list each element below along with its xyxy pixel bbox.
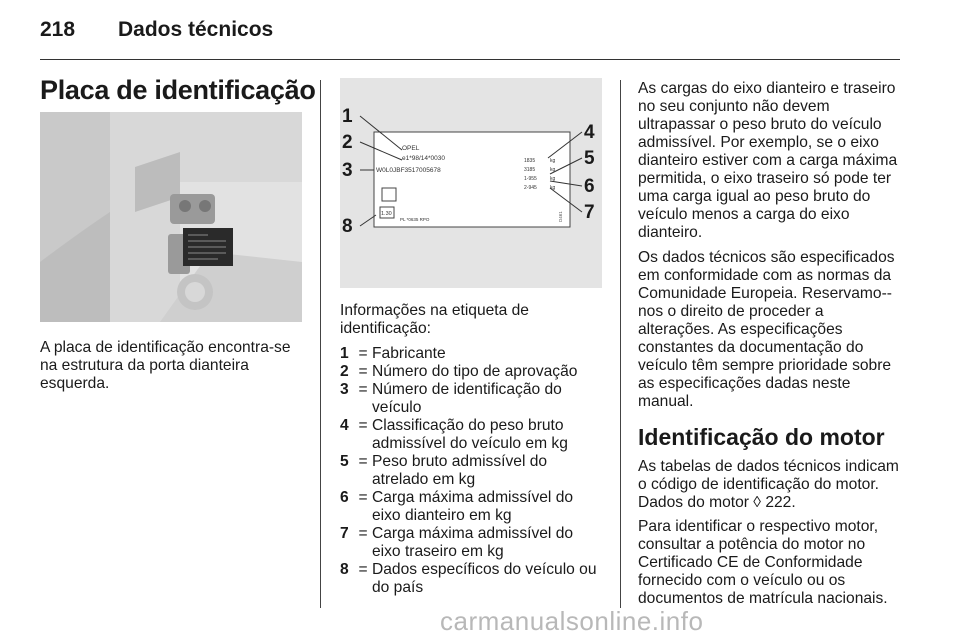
legend-equals: = (358, 417, 368, 434)
column-divider-left (320, 80, 321, 608)
column-divider-right (620, 80, 621, 608)
legend-item (340, 525, 605, 561)
legend-equals: = (358, 561, 368, 578)
legend-item (340, 345, 605, 363)
callout-8: 8 (342, 216, 353, 237)
plate-brand: OPEL (402, 145, 420, 152)
legend-item (340, 381, 605, 417)
watermark: carmanualsonline.info (440, 606, 704, 636)
legend-text: Carga máxima admissível do eixo dianteiro em kg (372, 489, 574, 524)
engine-code-paragraph: As tabelas de dados técnicos indicam o código de identificação do motor. Dados do motor ◊ 222. (638, 458, 899, 511)
header-rule (40, 59, 900, 60)
technical-data-paragraph: Os dados técnicos são especificados em conformidade com as normas da Comunidade Europeia. Reservamo--nos o direito de proceder a alterações. As especificações constantes da documentação do veículo têm sempre prioridade sobre as especificações dadas neste manual. (638, 249, 895, 410)
legend-item (340, 489, 605, 525)
legend-number: 6 (340, 489, 349, 506)
legend-text: Classificação do peso bruto admissível do veículo em kg (372, 417, 568, 452)
plate-unit-2: kg (550, 167, 556, 173)
plate-bottom-code: 1.30 (381, 211, 392, 217)
plate-weight-3: 1-955 (524, 176, 537, 182)
legend-text: Peso bruto admissível do atrelado em kg (372, 453, 548, 488)
engine-identification-heading: Identificação do motor (638, 424, 885, 450)
callout-6: 6 (584, 176, 595, 197)
plate-approval-number: e1*98/14*0030 (402, 155, 446, 162)
legend-text: Carga máxima admissível do eixo traseiro em kg (372, 525, 574, 560)
legend-equals: = (358, 453, 368, 470)
section-title: Placa de identificação (40, 75, 316, 105)
axle-load-paragraph: As cargas do eixo dianteiro e traseiro no seu conjunto não devem ultrapassar o peso bruto do veículo admissível. Por exemplo, se o eixo dianteiro estiver com a carga máxima permitida, o eixo traseiro só pode ter uma carga igual ao peso bruto do veículo menos a carga do eixo dianteiro. (638, 80, 898, 241)
legend-number: 7 (340, 525, 349, 542)
callout-1: 1 (342, 106, 353, 127)
plate-bottom-text: PL *0635 RPO (400, 217, 430, 222)
door-frame-photo (40, 112, 302, 322)
legend-item (340, 561, 605, 597)
engine-identify-paragraph: Para identificar o respectivo motor, consultar a potência do motor no Certificado CE de Conformidade fornecido com o veículo ou os documentos de matrícula nacionais. (638, 518, 888, 607)
page-number: 218 (40, 18, 76, 41)
door-frame-illustration (40, 112, 302, 322)
plate-vin: W0L0JBF3517005678 (376, 167, 441, 174)
callout-2: 2 (342, 132, 353, 153)
legend-equals: = (358, 489, 368, 506)
plate-weight-4: 2-945 (524, 185, 537, 191)
legend-number: 5 (340, 453, 349, 470)
legend-item (340, 363, 605, 381)
plate-unit-4: kg (550, 185, 556, 191)
legend-number: 4 (340, 417, 349, 434)
id-plate-diagram (340, 78, 602, 288)
legend-number: 1 (340, 345, 349, 362)
legend-text: Número do tipo de aprovação (372, 363, 578, 380)
callout-5: 5 (584, 148, 595, 169)
callout-7: 7 (584, 202, 595, 223)
legend-text: Número de identificação do veículo (372, 381, 562, 416)
legend-equals: = (358, 363, 368, 380)
legend-list (340, 345, 605, 597)
legend-equals: = (358, 381, 368, 398)
location-caption: A placa de identificação encontra-se na estrutura da porta dianteira esquerda. (40, 339, 291, 392)
legend-text: Dados específicos do veículo ou do país (372, 561, 597, 596)
plate-weight-1: 1835 (524, 158, 536, 164)
callout-3: 3 (342, 160, 353, 181)
plate-weight-2: 3185 (524, 167, 536, 173)
legend-number: 8 (340, 561, 349, 578)
legend-equals: = (358, 525, 368, 542)
legend-number: 3 (340, 381, 349, 398)
callout-4: 4 (584, 122, 595, 143)
chapter-title: Dados técnicos (118, 18, 274, 41)
legend-text: Fabricante (372, 345, 446, 362)
id-plate-figure (340, 78, 602, 288)
legend-item (340, 453, 605, 489)
legend-equals: = (358, 345, 368, 362)
legend-item (340, 417, 605, 453)
legend-intro: Informações na etiqueta de identificação: (340, 302, 529, 337)
plate-unit-3: kg (550, 176, 556, 182)
plate-unit-1: kg (550, 158, 556, 164)
plate-side-code: D461 (558, 211, 563, 222)
legend-number: 2 (340, 363, 349, 380)
